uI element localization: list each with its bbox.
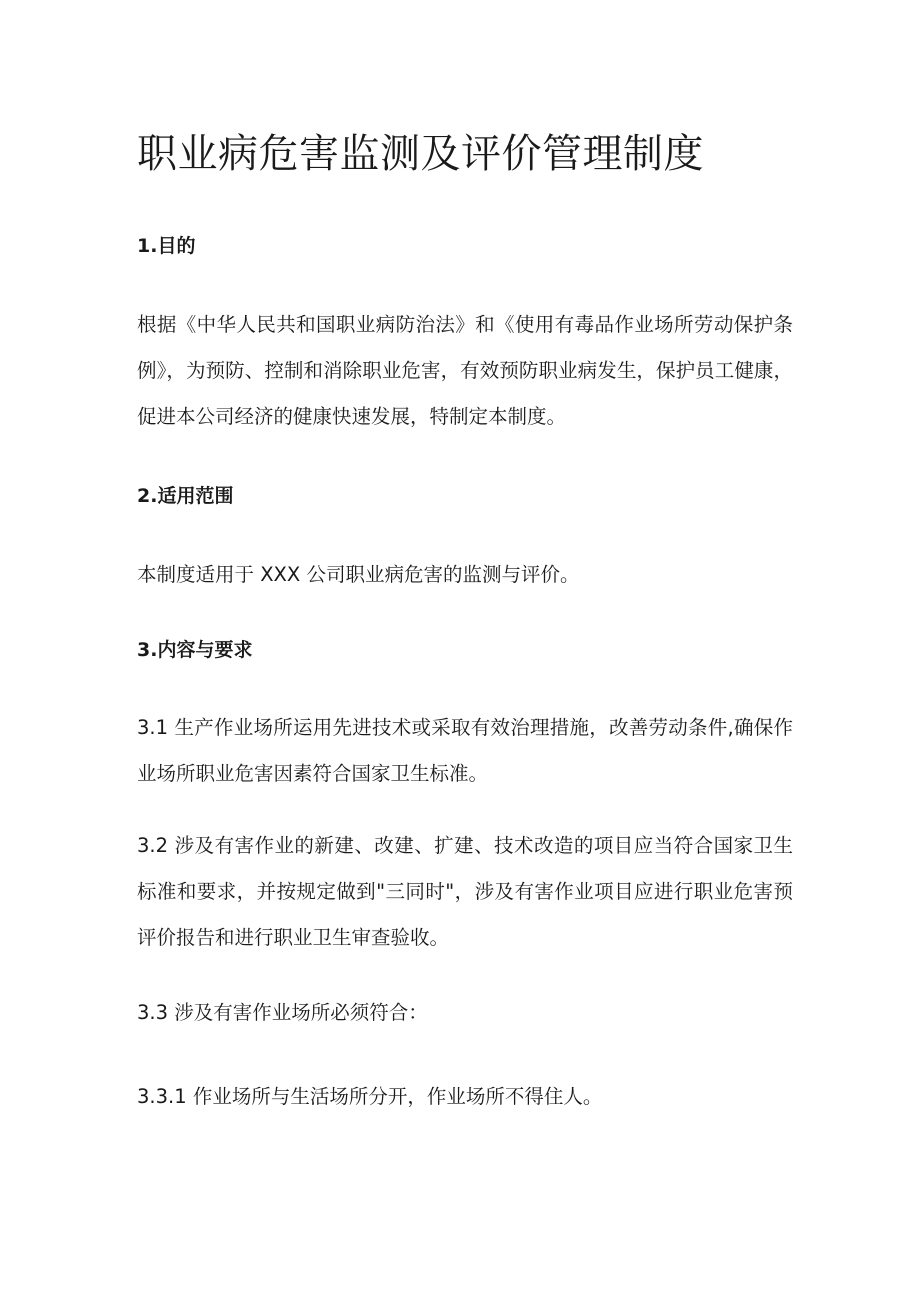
paragraph-purpose: 根据《中华人民共和国职业病防治法》和《使用有毒品作业场所劳动保护条例》，为预防、控制和消除职业危害，有效预防职业病发生，保护员工健康，促进本公司经济的健康快速发展，特制定本制度。 <box>137 313 793 428</box>
document-title: 职业病危害监测及评价管理制度 <box>137 131 704 177</box>
paragraph-3-3-1: 3.3.1 作业场所与生活场所分开，作业场所不得住人。 <box>137 1085 603 1108</box>
section-heading-purpose: 1.目的 <box>137 235 196 257</box>
paragraph-3-3: 3.3 涉及有害作业场所必须符合： <box>137 1001 428 1024</box>
paragraph-3-1: 3.1 生产作业场所运用先进技术或采取有效治理措施，改善劳动条件,确保作业场所职业危害因素符合国家卫生标准。 <box>137 716 793 785</box>
section-heading-scope: 2.适用范围 <box>137 485 234 507</box>
section-heading-requirements: 3.内容与要求 <box>137 639 253 661</box>
paragraph-scope: 本制度适用于 XXX 公司职业病危害的监测与评价。 <box>137 563 580 586</box>
paragraph-3-2: 3.2 涉及有害作业的新建、改建、扩建、技术改造的项目应当符合国家卫生标准和要求，并按规定做到"三同时"，涉及有害作业项目应进行职业危害预评价报告和进行职业卫生审查验收。 <box>137 834 793 949</box>
